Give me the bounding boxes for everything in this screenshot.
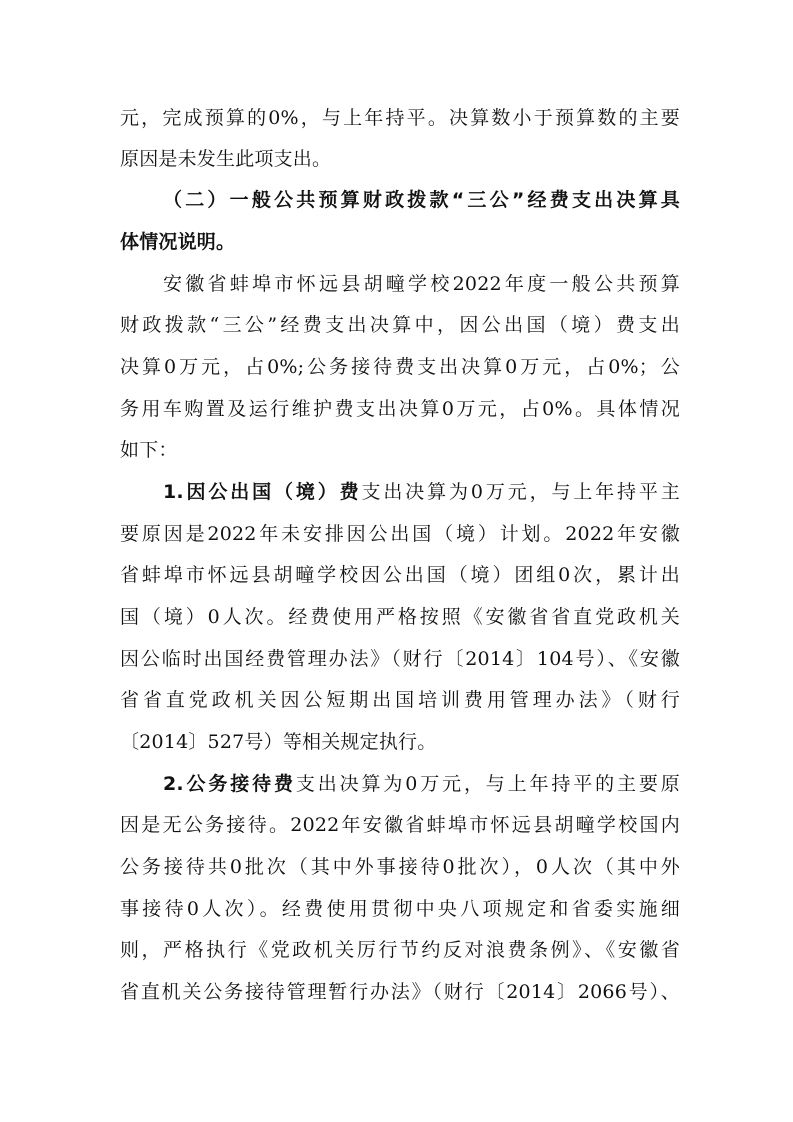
paragraph-line: 〔2014〕527号）等相关规定执行。 (120, 731, 437, 753)
paragraph-line: 国（境）0人次。经费使用严格按照《安徽省省直党政机关 (120, 606, 680, 628)
paragraph-line: 要原因是2022年未安排因公出国（境）计划。2022年安徽 (120, 523, 680, 545)
item-1-text-tail: 与上年持平主 (551, 481, 680, 503)
paragraph-line: 财政拨款“三公”经费支出决算中，因公出国（境）费支出 (120, 314, 680, 336)
paragraph-line: 安徽省蚌埠市怀远县胡疃学校2022年度一般公共预算 (163, 273, 680, 295)
item-2-text: 支出决算为0万元，与上年持平的主要原 (295, 773, 680, 795)
item-1-label: 1.因公出国（境）费 (163, 481, 362, 503)
paragraph-line: 务用车购置及运行维护费支出决算0万元，占0%。具体情况 (120, 398, 680, 420)
item-2-first-line (163, 772, 680, 796)
paragraph-line: 省省直党政机关因公短期出国培训费用管理办法》（财行 (120, 689, 680, 711)
paragraph-line: 事接待0人次）。经费使用贯彻中央八项规定和省委实施细 (120, 898, 680, 920)
paragraph-line: 因公临时出国经费管理办法》（财行〔2014〕104号）、《安徽 (120, 648, 680, 670)
paragraph-line: 如下： (120, 439, 178, 461)
paragraph-line: 因是无公务接待。2022年安徽省蚌埠市怀远县胡疃学校国内 (120, 814, 680, 836)
item-2-label: 2.公务接待费 (163, 773, 296, 795)
paragraph-line: 则，严格执行《党政机关厉行节约反对浪费条例》、《安徽省 (120, 939, 680, 961)
section-heading: （二）一般公共预算财政拨款“三公”经费支出决算具 (163, 189, 680, 211)
paragraph-line: 省直机关公务接待管理暂行办法》（财行〔2014〕2066号）、 (120, 981, 680, 1003)
paragraph-line: 元，完成预算的0%，与上年持平。决算数小于预算数的主要 (120, 107, 680, 129)
paragraph-line: 公务接待共0批次（其中外事接待0批次），0人次（其中外 (120, 856, 680, 878)
item-1-first-line (163, 480, 680, 504)
paragraph-line: 原因是未发生此项支出。 (120, 148, 332, 170)
paragraph-line: 省蚌埠市怀远县胡疃学校因公出国（境）团组0次，累计出 (120, 564, 680, 586)
paragraph-line: 决算0万元，占0%;公务接待费支出决算0万元，占0%；公 (120, 356, 680, 378)
section-heading: 体情况说明。 (120, 231, 236, 253)
item-1-text: 支出决算为0万元， (361, 481, 552, 503)
